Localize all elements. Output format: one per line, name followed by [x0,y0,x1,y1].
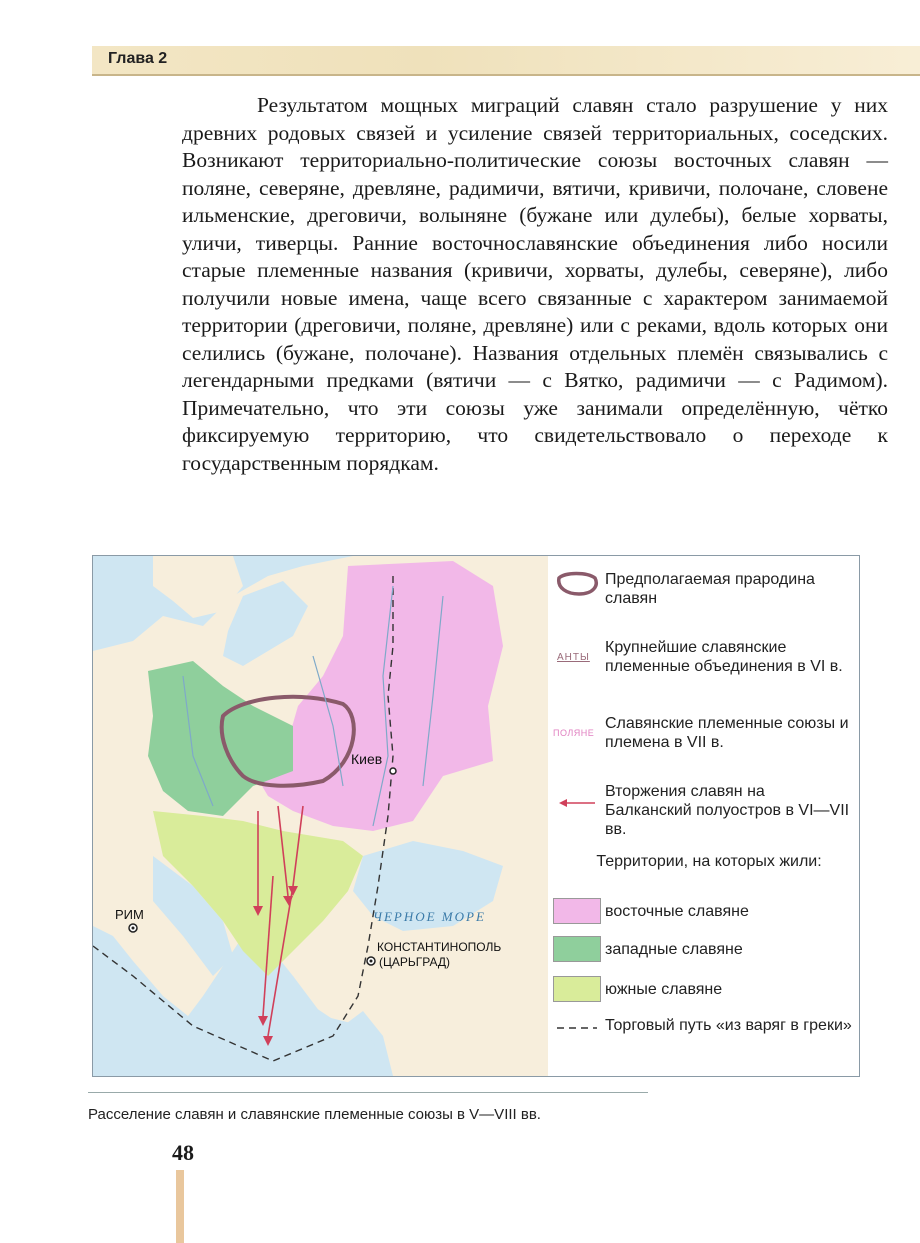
legend-polyane-sample: ПОЛЯНЕ [553,728,595,738]
south-slavs-swatch [553,976,601,1002]
kiev-label: Киев [351,751,383,767]
chapter-title: Глава 2 [108,50,168,67]
page-number: 48 [172,1140,194,1165]
legend-unions-7-text: Славянские племенные союзы и племена в VII в. [605,715,849,751]
body-text [182,92,888,477]
legend-large-unions-text: Крупнейшие славянские племенные объединения в VI в. [605,639,843,675]
black-sea-label: ЧЕРНОЕ МОРЕ [373,909,486,924]
caption-rule [88,1092,648,1093]
east-slavs-swatch [553,898,601,924]
legend-route-text: Торговый путь «из варяг в греки» [605,1017,852,1034]
homeland-swatch [555,570,599,600]
paragraph: Результатом мощных миграций славян стало разрушение у них древних родовых связей и усиление связей территориальных, соседских. Возникают территориально-политические союзы восточных славян — поляне, северяне, древляне, радимичи, вятичи, кривичи, полочане, словене ильменские, дреговичи, волыняне (бужане или дулебы), белые хорваты, уличи, тиверцы. Ранние восточнославянские объединения либо носили старые племенные названия (кривичи, хорваты, дулебы, северяне), либо получили новые имена, чаще всего связанные с характером занимаемой территории (дреговичи, поляне, древляне) или с реками, вдоль которых они селились (бужане, полочане). Названия отдельных племён связывались с легендарными предками (вятичи — с Вятко, радимичи — с Радимом). Примечательно, что эти союзы уже занимали определённую, чётко фиксируемую территорию, что свидетельствовало о переходе к государственным порядкам. [182,93,888,475]
chapter-header-band [92,46,920,76]
legend-east-text: восточные славяне [605,903,749,920]
kiev-marker [390,768,396,774]
tsargrad-label: (ЦАРЬГРАД) [379,955,450,969]
map-legend [551,556,857,1076]
map-figure [92,555,860,1077]
trade-route-swatch [555,1024,599,1032]
legend-invasion-text: Вторжения славян на Балканский полуостров в VI—VII вв. [605,783,850,838]
invasion-arrow-icon [557,796,597,810]
map-illustration [93,556,548,1076]
figure-caption: Расселение славян и славянские племенные союзы в V—VIII вв. [88,1106,541,1123]
page-edge-bar [176,1170,184,1243]
west-slavs-swatch [553,936,601,962]
legend-west-text: западные славяне [605,941,743,958]
legend-south-text: южные славяне [605,981,723,998]
chapter-header-rule [92,74,920,76]
legend-territories-title: Территории, на которых жили: [596,853,822,870]
legend-anty-sample: АНТЫ [557,652,590,663]
constantinople-label: КОНСТАНТИНОПОЛЬ [377,940,502,954]
rome-label: РИМ [115,907,144,922]
legend-homeland-text: Предполагаемая прародина славян [605,571,815,607]
